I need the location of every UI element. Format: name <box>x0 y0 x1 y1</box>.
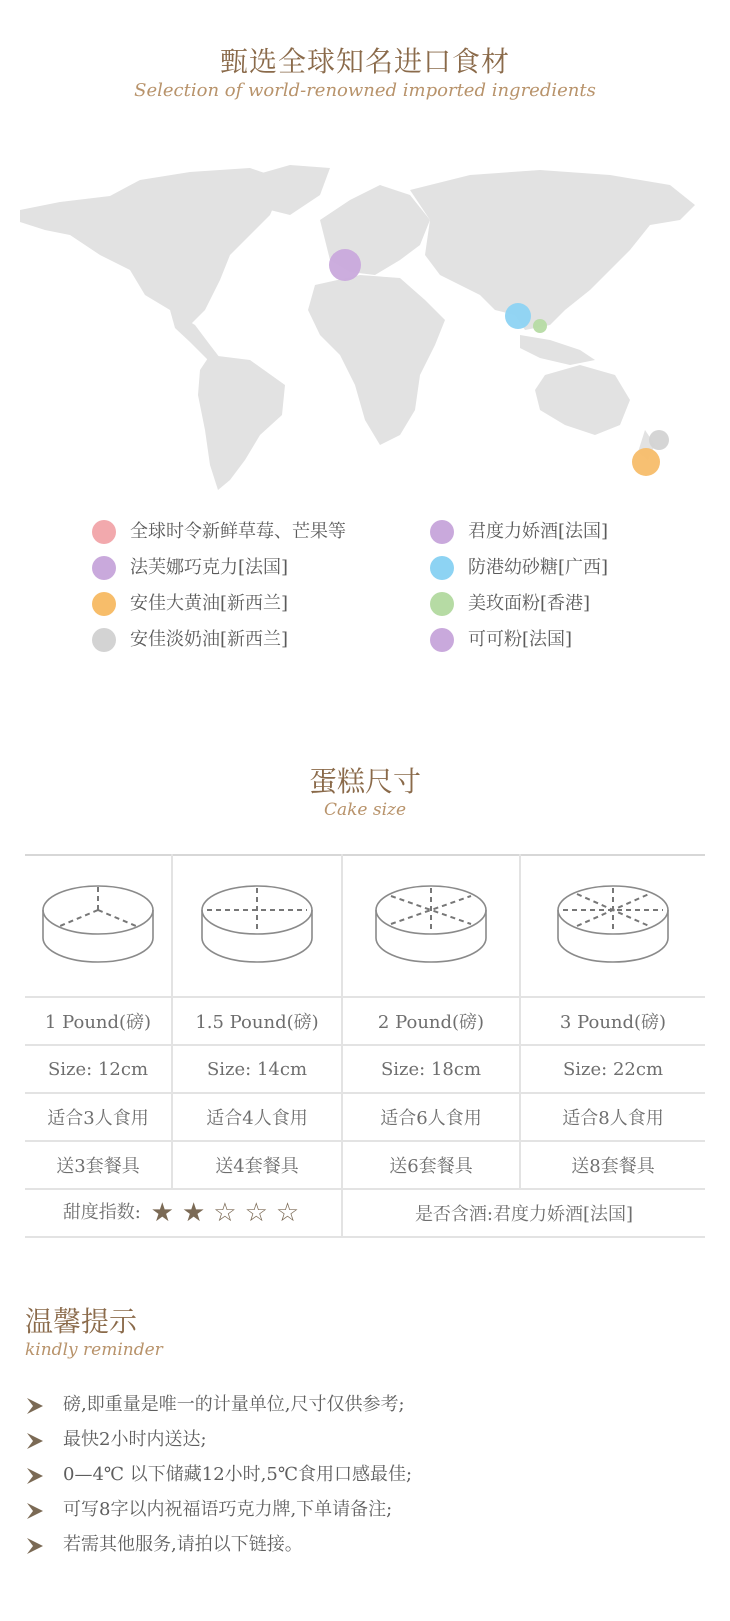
arrow-right-icon <box>25 1466 45 1486</box>
weight-cell: 1 Pound(磅) <box>25 997 172 1045</box>
africa-shape <box>308 275 445 445</box>
size-cell: Size: 22cm <box>520 1045 705 1093</box>
reminder-text: 磅,即重量是唯一的计量单位,尺寸仅供参考; <box>63 1394 405 1415</box>
star-filled-icon: ★ <box>150 1198 174 1228</box>
sweetness-rating <box>147 1198 304 1228</box>
star-empty-icon: ☆ <box>244 1198 268 1228</box>
cake-size-title: 蛋糕尺寸 <box>308 765 421 798</box>
weight-row <box>25 997 705 1045</box>
cake-size-subtitle: Cake size <box>323 800 407 820</box>
tableware-row <box>25 1141 705 1189</box>
marker-france <box>329 249 361 281</box>
tableware-cell: 送6套餐具 <box>342 1141 520 1189</box>
cake-diagram-6-slice-icon <box>371 876 491 972</box>
legend-label: 君度力娇酒[法国] <box>468 521 609 542</box>
tableware-cell: 送4套餐具 <box>172 1141 342 1189</box>
world-map <box>20 160 700 500</box>
legend-label: 法芙娜巧克力[法国] <box>130 557 289 578</box>
alcohol-cell: 是否含酒:君度力娇酒[法国] <box>342 1189 705 1237</box>
asia-shape <box>410 170 695 330</box>
ingredients-subtitle: Selection of world-renowned imported ingredients <box>134 80 596 101</box>
australia-shape <box>535 365 630 435</box>
legend-label: 防港幼砂糖[广西] <box>468 557 609 578</box>
reminder-item <box>25 1425 705 1460</box>
cake-size-table <box>25 854 705 1238</box>
arrow-right-icon <box>25 1396 45 1416</box>
cake-image-1-5lb <box>172 855 342 997</box>
reminder-text: 最快2小时内送达; <box>63 1429 207 1450</box>
south-america-shape <box>198 355 285 490</box>
star-empty-icon: ☆ <box>213 1198 237 1228</box>
serves-cell: 适合3人食用 <box>25 1093 172 1141</box>
reminder-text: 0—4℃ 以下储藏12小时,5℃食用口感最佳; <box>63 1464 413 1485</box>
reminder-text: 可写8字以内祝福语巧克力牌,下单请备注; <box>63 1499 393 1520</box>
size-cell: Size: 14cm <box>172 1045 342 1093</box>
cake-image-row <box>25 855 705 997</box>
legend-dot <box>430 592 454 616</box>
legend-dot <box>430 520 454 544</box>
sweetness-alcohol-row <box>25 1189 705 1237</box>
arrow-right-icon <box>25 1536 45 1556</box>
weight-cell: 1.5 Pound(磅) <box>172 997 342 1045</box>
arrow-right-icon <box>25 1431 45 1451</box>
size-cell: Size: 12cm <box>25 1045 172 1093</box>
reminder-item <box>25 1495 705 1530</box>
tableware-cell: 送8套餐具 <box>520 1141 705 1189</box>
reminder-subtitle: kindly reminder <box>25 1340 163 1360</box>
se-asia-islands-shape <box>520 335 595 365</box>
serves-row <box>25 1093 705 1141</box>
star-filled-icon: ★ <box>181 1198 206 1228</box>
serves-cell: 适合6人食用 <box>342 1093 520 1141</box>
cake-image-1lb <box>25 855 172 997</box>
size-cell: Size: 18cm <box>342 1045 520 1093</box>
star-empty-icon: ☆ <box>275 1198 300 1228</box>
marker-guangxi <box>505 303 531 329</box>
cake-diagram-4-slice-icon <box>197 876 317 972</box>
reminder-title: 温馨提示 <box>25 1305 138 1338</box>
legend-label: 安佳大黄油[新西兰] <box>130 593 289 614</box>
cake-image-3lb <box>520 855 705 997</box>
continents <box>20 165 695 490</box>
marker-hongkong <box>533 319 547 333</box>
reminder-item <box>25 1460 705 1495</box>
ingredients-title: 甄选全球知名进口食材 <box>219 45 510 78</box>
weight-cell: 3 Pound(磅) <box>520 997 705 1045</box>
cake-diagram-3-slice-icon <box>38 876 158 972</box>
reminder-item <box>25 1530 705 1565</box>
legend-dot <box>92 628 116 652</box>
tableware-cell: 送3套餐具 <box>25 1141 172 1189</box>
legend-dot <box>92 592 116 616</box>
north-america-shape <box>20 168 285 325</box>
cake-image-2lb <box>342 855 520 997</box>
reminder-list <box>25 1390 705 1565</box>
arrow-right-icon <box>25 1501 45 1521</box>
marker-nz-butter <box>632 448 660 476</box>
marker-nz-cream <box>649 430 669 450</box>
legend-dot <box>92 520 116 544</box>
legend-dot <box>430 628 454 652</box>
legend-label: 全球时令新鲜草莓、芒果等 <box>130 521 346 542</box>
legend-label: 安佳淡奶油[新西兰] <box>130 629 289 650</box>
serves-cell: 适合8人食用 <box>520 1093 705 1141</box>
legend-label: 可可粉[法国] <box>468 629 573 650</box>
legend-dot <box>92 556 116 580</box>
size-row <box>25 1045 705 1093</box>
cake-diagram-8-slice-icon <box>553 876 673 972</box>
serves-cell: 适合4人食用 <box>172 1093 342 1141</box>
legend-label: 美玫面粉[香港] <box>468 593 591 614</box>
sweetness-cell <box>25 1189 342 1237</box>
legend-dot <box>430 556 454 580</box>
reminder-item <box>25 1390 705 1425</box>
weight-cell: 2 Pound(磅) <box>342 997 520 1045</box>
sweetness-label: 甜度指数: <box>62 1202 141 1223</box>
reminder-text: 若需其他服务,请拍以下链接。 <box>63 1534 303 1555</box>
